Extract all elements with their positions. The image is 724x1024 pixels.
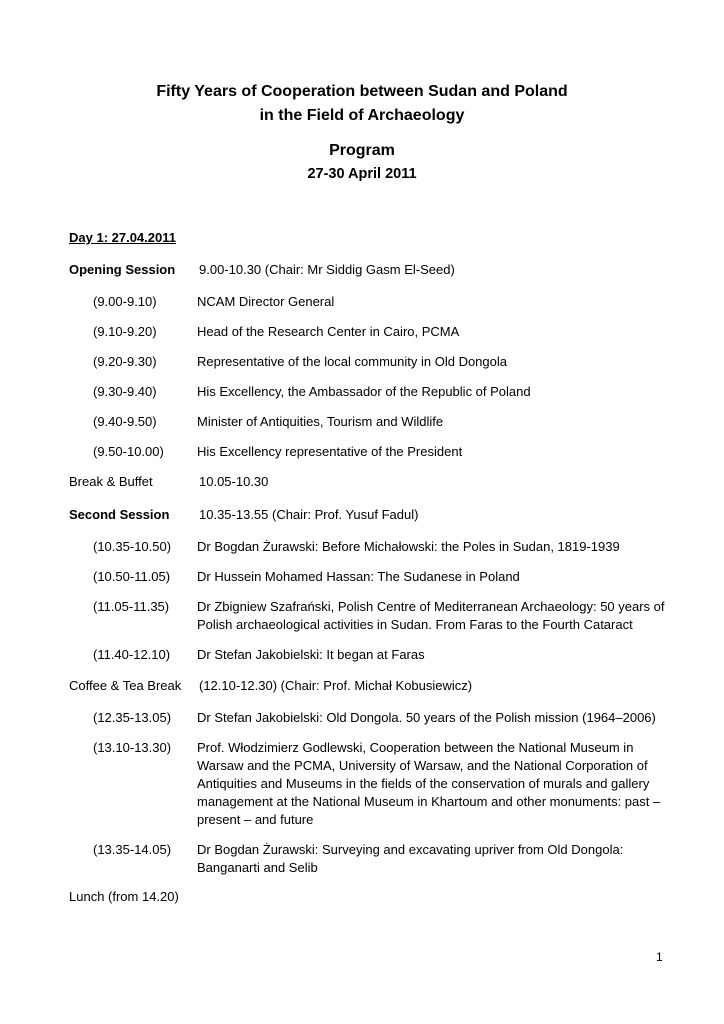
agenda-time: (9.20-9.30)	[93, 354, 157, 369]
agenda-text: Dr Bogdan Żurawski: Before Michałowski: the Poles in Sudan, 1819-1939	[197, 539, 620, 554]
agenda-time: (9.30-9.40)	[93, 384, 157, 399]
agenda-time: (13.10-13.30)	[93, 740, 172, 755]
agenda-text: His Excellency representative of the President	[197, 444, 463, 459]
opening-session-time: 9.00-10.30 (Chair: Mr Siddig Gasm El-Seed)	[199, 262, 455, 277]
agenda-text: His Excellency, the Ambassador of the Republic of Poland	[197, 384, 531, 399]
coffee-break-label: Coffee & Tea Break	[69, 678, 182, 693]
agenda-text: Dr Bogdan Żurawski: Surveying and excavating upriver from Old Dongola: Banganarti and Selib	[197, 842, 624, 875]
program-heading: Program	[329, 142, 395, 159]
page-number: 1	[656, 950, 663, 964]
agenda-time: (10.35-10.50)	[93, 539, 172, 554]
agenda-text: Dr Hussein Mohamed Hassan: The Sudanese in Poland	[197, 569, 520, 584]
agenda-text: Prof. Włodzimierz Godlewski, Cooperation between the National Museum in Warsaw and the PCMA, University of Warsaw, and the National Corporation of Antiquities and Museums in the fields of the conservation of murals and gallery management at the National Museum in Khartoum and other monuments: past – present – and future	[197, 740, 661, 827]
agenda-time: (11.40-12.10)	[93, 647, 171, 662]
agenda-time: (9.00-9.10)	[93, 294, 157, 309]
agenda-text: Dr Stefan Jakobielski: Old Dongola. 50 years of the Polish mission (1964–2006)	[197, 710, 656, 725]
agenda-time: (13.35-14.05)	[93, 842, 172, 857]
agenda-time: (10.50-11.05)	[93, 569, 171, 584]
agenda-time: (12.35-13.05)	[93, 710, 172, 725]
opening-session-label: Opening Session	[69, 262, 176, 277]
agenda-time: (11.05-11.35)	[93, 599, 170, 614]
agenda-time: (9.40-9.50)	[93, 414, 157, 429]
agenda-text: NCAM Director General	[197, 294, 335, 309]
agenda-text: Minister of Antiquities, Tourism and Wildlife	[197, 414, 444, 429]
break-label: Break & Buffet	[69, 474, 153, 489]
title-line-1: Fifty Years of Cooperation between Sudan and Poland	[156, 83, 568, 100]
title-line-2: in the Field of Archaeology	[259, 107, 465, 124]
second-session-label: Second Session	[69, 507, 170, 522]
coffee-break-time: (12.10-12.30) (Chair: Prof. Michał Kobusiewicz)	[199, 678, 473, 693]
agenda-text: Dr Stefan Jakobielski: It began at Faras	[197, 647, 425, 662]
agenda-time: (9.50-10.00)	[93, 444, 164, 459]
day-heading: Day 1: 27.04.2011	[69, 230, 176, 245]
lunch-label: Lunch (from 14.20)	[69, 889, 179, 904]
break-time: 10.05-10.30	[199, 474, 269, 489]
agenda-time: (9.10-9.20)	[93, 324, 157, 339]
agenda-text: Representative of the local community in Old Dongola	[197, 354, 507, 369]
agenda-text: Head of the Research Center in Cairo, PCMA	[197, 324, 460, 339]
program-dates: 27-30 April 2011	[307, 166, 417, 182]
second-session-time: 10.35-13.55 (Chair: Prof. Yusuf Fadul)	[199, 507, 419, 522]
agenda-text: Dr Zbigniew Szafrański, Polish Centre of Mediterranean Archaeology: 50 years of Polish archaeological activities in Sudan. From Faras to the Fourth Cataract	[197, 599, 665, 632]
